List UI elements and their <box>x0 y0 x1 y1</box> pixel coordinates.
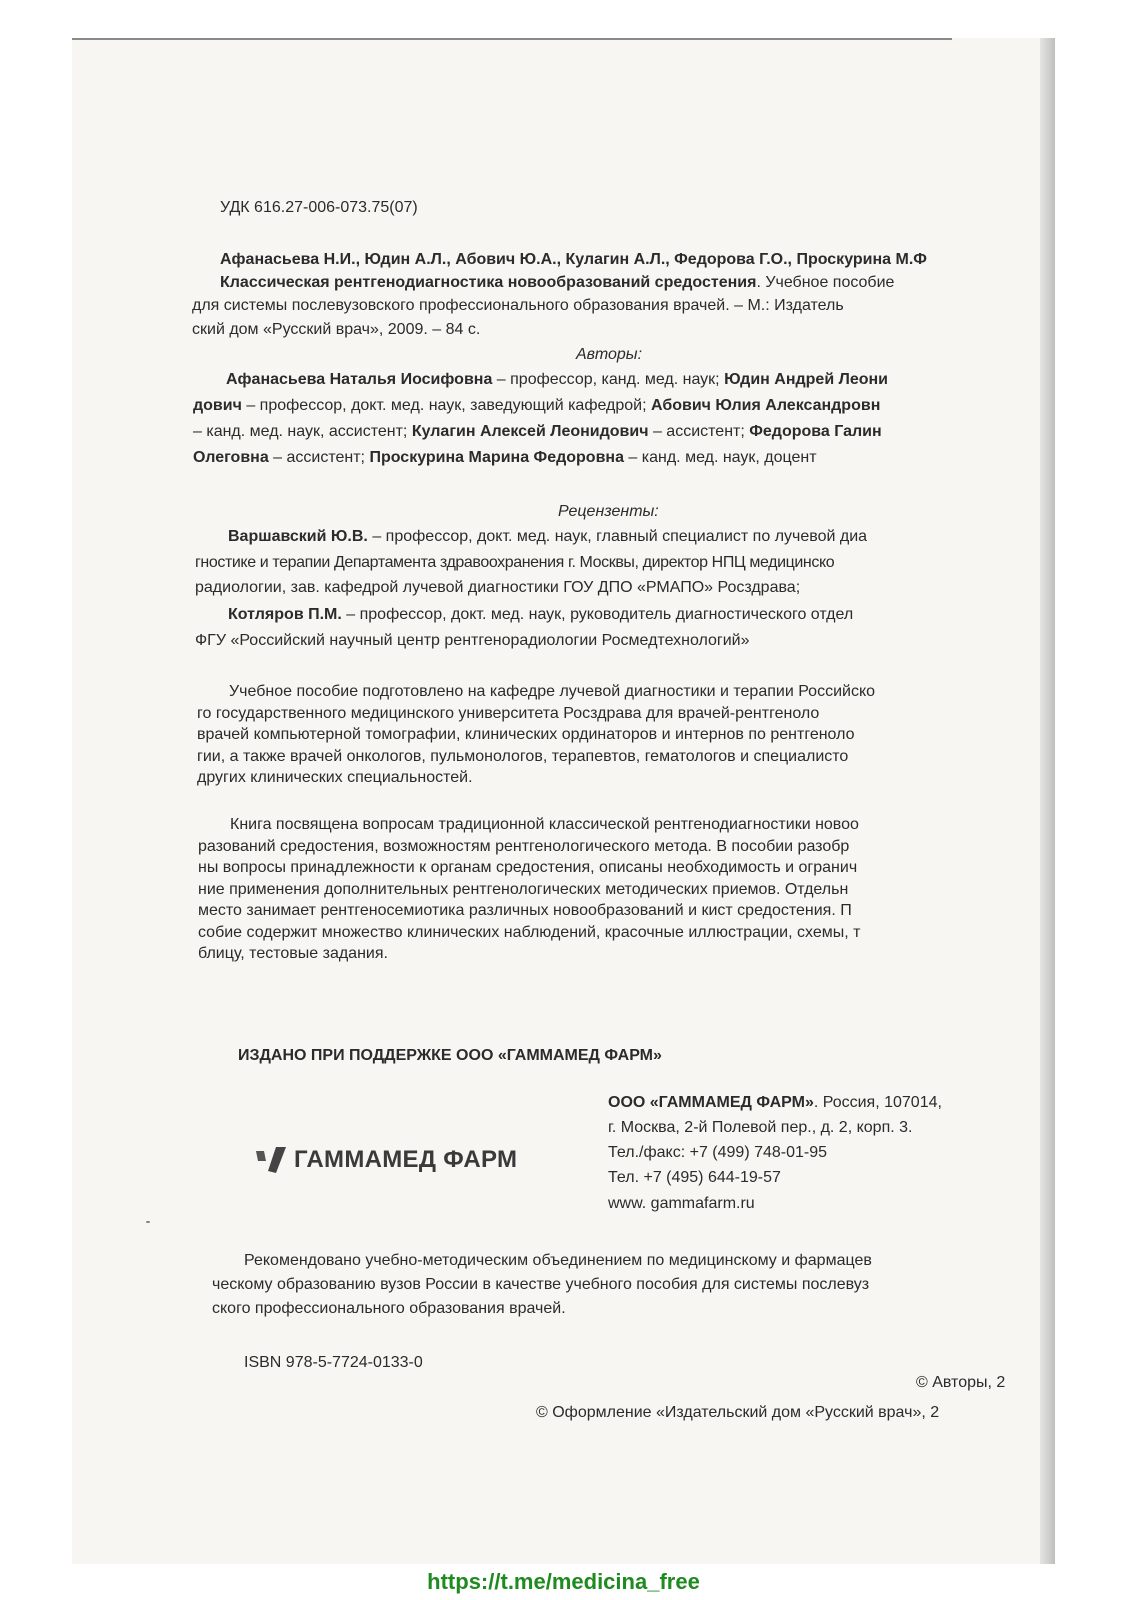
author-name: Олеговна <box>193 449 269 466</box>
text-line: ского профессионального образования врачей. <box>212 1300 566 1317</box>
company-telfax: Тел./факс: +7 (499) 748-01-95 <box>608 1144 828 1161</box>
udk-code: УДК 616.27-006-073.75(07) <box>220 199 418 216</box>
author-role: – ассистент; <box>268 449 370 466</box>
citation-authors: Афанасьева Н.И., Юдин А.Л., Абович Ю.А., Кулагин А.Л., Федорова Г.О., Проскурина М.Ф <box>220 251 927 268</box>
text-line: Книга посвящена вопросам традиционной классической рентгенодиагностики новоо <box>230 816 859 833</box>
author-name: Юдин Андрей Леони <box>724 371 888 388</box>
authors-line-3 <box>193 422 882 442</box>
text-line: собие содержит множество клинических наблюдений, красочные иллюстрации, схемы, т <box>198 923 861 941</box>
reviewers-line-3: радиологии, зав. кафедрой лучевой диагностики ГОУ ДПО «РМАПО» Росздрава; <box>195 579 801 596</box>
text-line: других клинических специальностей. <box>197 769 473 786</box>
author-name: Федорова Галин <box>749 423 882 440</box>
reviewers-line-5: ФГУ «Российский научный центр рентгенорадиологии Росмедтехнологий» <box>195 632 750 649</box>
author-role: – канд. мед. наук, ассистент; <box>193 423 412 440</box>
company-website: www. gammafarm.ru <box>608 1195 755 1212</box>
reviewer-role: – профессор, докт. мед. наук, руководитель диагностического отдел <box>341 606 854 623</box>
author-role: – профессор, докт. мед. наук, заведующий кафедрой; <box>241 397 651 414</box>
company-address: г. Москва, 2-й Полевой пер., д. 2, корп. 3. <box>608 1119 913 1136</box>
book-type: . Учебное пособие <box>756 274 895 291</box>
company-name-bold: ООО «ГАММАМЕД ФАРМ» <box>608 1094 814 1111</box>
text-line: ческому образованию вузов России в качестве учебного пособия для системы послевуз <box>212 1276 870 1293</box>
annotation-paragraph-1 <box>197 681 875 789</box>
author-name: Кулагин Алексей Леонидович <box>411 423 649 440</box>
author-name: Абович Юлия Александровн <box>651 397 881 414</box>
text-line: блицу, тестовые задания. <box>198 945 388 962</box>
text-line: го государственного медицинского университета Росздрава для врачей-рентгеноло <box>197 704 820 722</box>
author-role: – канд. мед. наук, доцент <box>623 449 817 466</box>
text-line: ние применения дополнительных рентгенологических методических приемов. Отдельн <box>198 880 849 898</box>
annotation-paragraph-2 <box>198 814 860 965</box>
gammamed-logo-icon <box>254 1145 288 1175</box>
citation-line-3: для системы послевузовского профессионального образования врачей. – М.: Издатель <box>192 297 844 314</box>
page-binding-shadow <box>1040 38 1055 1564</box>
citation-title <box>220 273 894 293</box>
citation-line-4: ский дом «Русский врач», 2009. – 84 с. <box>192 321 481 338</box>
reviewers-line-2: гностике и терапии Департамента здравоохранения г. Москвы, директор НПЦ медицинско <box>195 554 835 571</box>
text-line: врачей компьютерной томографии, клинических ординаторов и интернов по рентгеноло <box>197 726 855 743</box>
author-name: Проскурина Марина Федоровна <box>369 449 624 466</box>
text-line: гии, а также врачей онкологов, пульмонологов, терапевтов, гематологов и специалисто <box>197 747 849 765</box>
telegram-link[interactable]: https://t.me/medicina_free <box>427 1569 700 1594</box>
reviewers-heading: Рецензенты: <box>558 503 659 520</box>
company-name <box>608 1093 942 1113</box>
author-role: – профессор, канд. мед. наук; <box>492 371 725 388</box>
book-title: Классическая рентгенодиагностика новообразований средостения <box>220 274 757 291</box>
author-role: – ассистент; <box>648 423 750 440</box>
authors-line-1 <box>226 370 888 390</box>
authors-line-2 <box>193 396 880 416</box>
reviewers-line-4 <box>228 605 853 625</box>
sponsor-note: ИЗДАНО ПРИ ПОДДЕРЖКЕ ООО «ГАММАМЕД ФАРМ» <box>238 1047 662 1064</box>
authors-heading: Авторы: <box>576 346 643 363</box>
reviewer-role: – профессор, докт. мед. наук, главный специалист по лучевой диа <box>367 528 868 545</box>
isbn: ISBN 978-5-7724-0133-0 <box>244 1354 423 1371</box>
reviewer-name: Котляров П.М. <box>228 606 342 623</box>
copyright-design: © Оформление «Издательский дом «Русский врач», 2 <box>536 1404 940 1421</box>
copyright-authors: © Авторы, 2 <box>916 1374 1006 1391</box>
text-line: ны вопросы принадлежности к органам средостения, описаны необходимость и огранич <box>198 859 858 876</box>
reviewer-name: Варшавский Ю.В. <box>228 528 368 545</box>
text-line: Рекомендовано учебно-методическим объединением по медицинскому и фармацев <box>244 1252 872 1269</box>
author-name: дович <box>193 397 242 414</box>
gammamed-logo <box>254 1140 517 1180</box>
company-phone: Тел. +7 (495) 644-19-57 <box>608 1169 781 1186</box>
company-country: . Россия, 107014, <box>813 1094 942 1111</box>
author-name: Афанасьева Наталья Иосифовна <box>226 371 493 388</box>
logo-text: ГАММАМЕД ФАРМ <box>294 1146 518 1173</box>
text-line: место занимает рентгеносемиотика различных новообразований и кист средостения. П <box>198 902 852 919</box>
authors-line-4 <box>193 448 817 468</box>
recommendation-paragraph <box>212 1249 872 1321</box>
text-line: разований средостения, возможностям рентгенологического метода. В пособии разобр <box>198 837 850 855</box>
text-line: Учебное пособие подготовлено на кафедре лучевой диагностики и терапии Российско <box>229 683 876 700</box>
reviewers-line-1 <box>228 527 867 547</box>
